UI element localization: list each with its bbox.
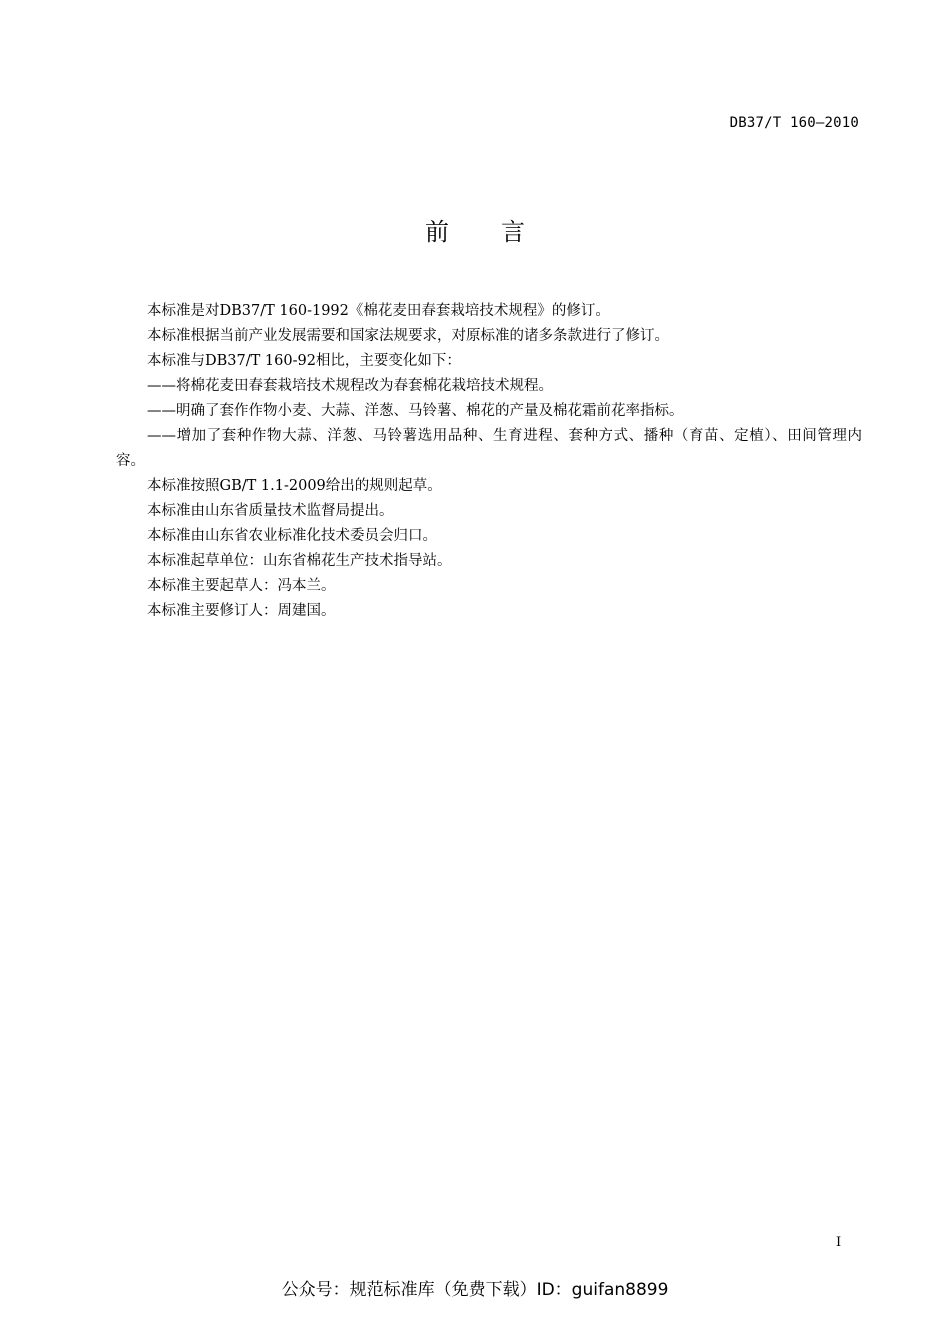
page-title: 前言 — [425, 218, 577, 246]
paragraph-drafting-unit: 本标准起草单位：山东省棉花生产技术指导站。 — [147, 553, 452, 569]
paragraph-drafting-rules: 本标准按照GB/T 1.1-2009给出的规则起草。 — [147, 478, 442, 494]
change-item-title: ——将棉花麦田春套栽培技术规程改为春套棉花栽培技术规程。 — [147, 378, 553, 394]
paragraph-main-reviser: 本标准主要修订人：周建国。 — [147, 603, 336, 619]
body-text — [116, 299, 862, 624]
paragraph-centralized-by: 本标准由山东省农业标准化技术委员会归口。 — [147, 528, 437, 544]
change-item-yield: ——明确了套作作物小麦、大蒜、洋葱、马铃薯、棉花的产量及棉花霜前花率指标。 — [147, 403, 684, 419]
footer-watermark: 公众号：规范标准库（免费下载）ID：guifan8899 — [281, 1280, 669, 1300]
page-number: I — [836, 1235, 842, 1250]
paragraph-proposed-by: 本标准由山东省质量技术监督局提出。 — [147, 503, 394, 519]
paragraph-main-drafter: 本标准主要起草人：冯本兰。 — [147, 578, 336, 594]
change-item-content: ——增加了套种作物大蒜、洋葱、马铃薯选用品种、生育进程、套种方式、播种（育苗、定植）、田间管理内容。 — [116, 428, 862, 469]
paragraph-main-changes: 本标准与DB37/T 160-92相比，主要变化如下： — [147, 353, 461, 369]
paragraph-revision-reason: 本标准根据当前产业发展需要和国家法规要求，对原标准的诸多条款进行了修订。 — [147, 328, 669, 344]
document-id: DB37/T 160—2010 — [729, 115, 859, 131]
paragraph-revision-of: 本标准是对DB37/T 160-1992《棉花麦田春套栽培技术规程》的修订。 — [147, 303, 610, 319]
